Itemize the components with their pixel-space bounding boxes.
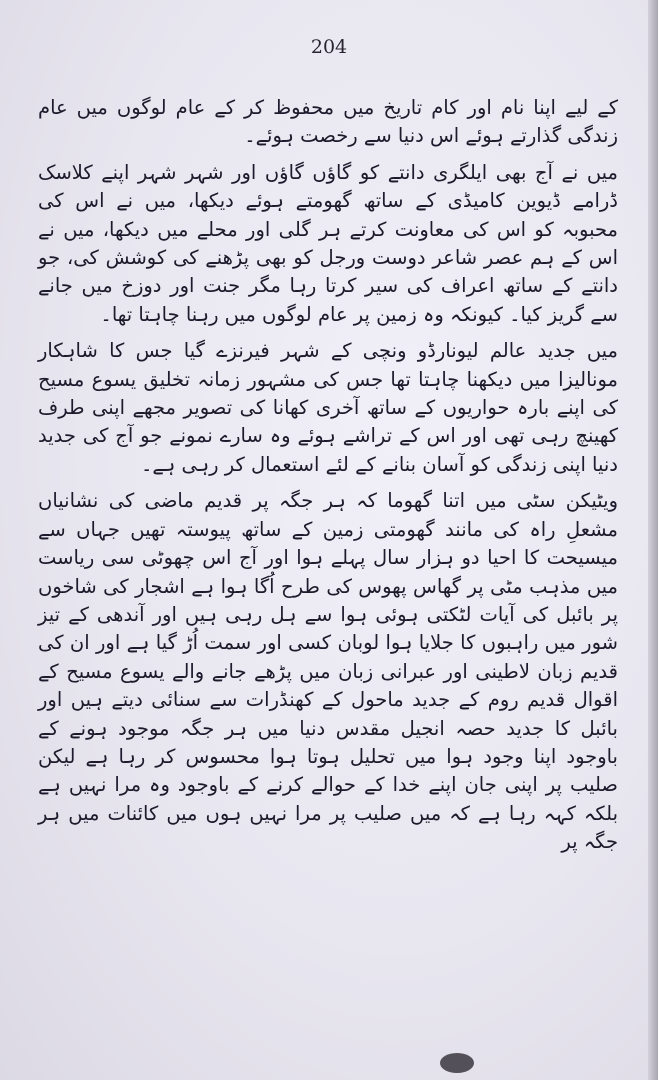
paragraph-1: کے لیے اپنا نام اور کام تاریخ میں محفوظ کر کے عام لوگوں میں عام زندگی گذارتے ہوئے اس دنیا سے رخصت ہوئے۔: [38, 96, 618, 148]
paragraph-4: ویٹیکن سٹی میں اتنا گھوما کہ ہر جگہ پر قدیم ماضی کی نشانیاں مشعلِ راہ کی مانند گھومتی زمین کے ساتھ پیوستہ تھیں جہاں سے میسیحت کا احیا دو ہزار سال پہلے ہوا اور آج اس چھوٹی سی ریاست میں مذہب مٹی پر گھاس پھوس کی طرح اُگا ہوا ہے اشجار کی شاخوں پر بائبل کی آیات لٹکتی ہوئی ہوا سے ہل رہی ہیں اور آندھی کے تیز شور میں راہبوں کا جلایا ہوا لوبان کسی اور سمت اُڑ گیا ہے اور ان کی قدیم زبان لاطینی اور عبرانی زبان میں پڑھے جانے والے یسوع مسیح کے اقوال قدیم روم کے جدید ماحول کے کھنڈرات سے سنائی دیتے ہیں اور بائبل کا جدید حصہ انجیل مقدس دنیا میں ہر جگہ موجود ہونے کے باوجود اپنا وجود ہوا میں تحلیل ہوتا ہوا محسوس کر رہا ہے لیکن صلیب پر اپنی جان اپنے خدا کے حوالے کرنے کے باوجود وہ مرا نہیں ہے بلکہ کہہ رہا ہے کہ میں صلیب پر مرا نہیں ہوں میں کائنات میں ہر جگہ پر: [38, 489, 618, 854]
body-text: [38, 94, 618, 865]
page-number: 204: [310, 36, 348, 58]
page-edge-shadow: [648, 0, 658, 1080]
paragraph-3: میں جدید عالم لیونارڈو ونچی کے شہر فیرنزے گیا جس کا شاہکار مونالیزا میں دیکھنا چاہتا تھا جس کی مشہور زمانہ تخلیق یسوع مسیح کی اپنے بارہ حواریوں کے ساتھ آخری کھانا کی تصویر مجھے اپنی طرف کھینچ رہی تھی اور اس کے تراشے ہوئے وہ سارے نمونے جو آج کی جدید دنیا اپنی زندگی کو آسان بنانے کے لئے استعمال کر رہی ہے۔: [38, 339, 618, 476]
ink-smudge-mark: [440, 1053, 474, 1073]
paragraph-2: میں نے آج بھی ایلگری دانتے کو گاؤں گاؤں اور شہر شہر اپنے کلاسک ڈرامے ڈیوین کامیڈی کے ساتھ گھومتے ہوئے دیکھا، میں نے اس کی محبوبہ کو اس کی معاونت کرتے ہر گلی اور محلے میں دیکھا، میں نے اس کے ہم عصر شاعر دوست ورجل کو بھی پڑھنے کی کوشش کی، جو دانتے کے ساتھ اعراف کی سیر کرتا رہا مگر جنت اور دوزخ میں جانے سے گریز کیا۔ کیونکہ وہ زمین پر عام لوگوں میں رہنا چاہتا تھا۔: [38, 160, 618, 326]
